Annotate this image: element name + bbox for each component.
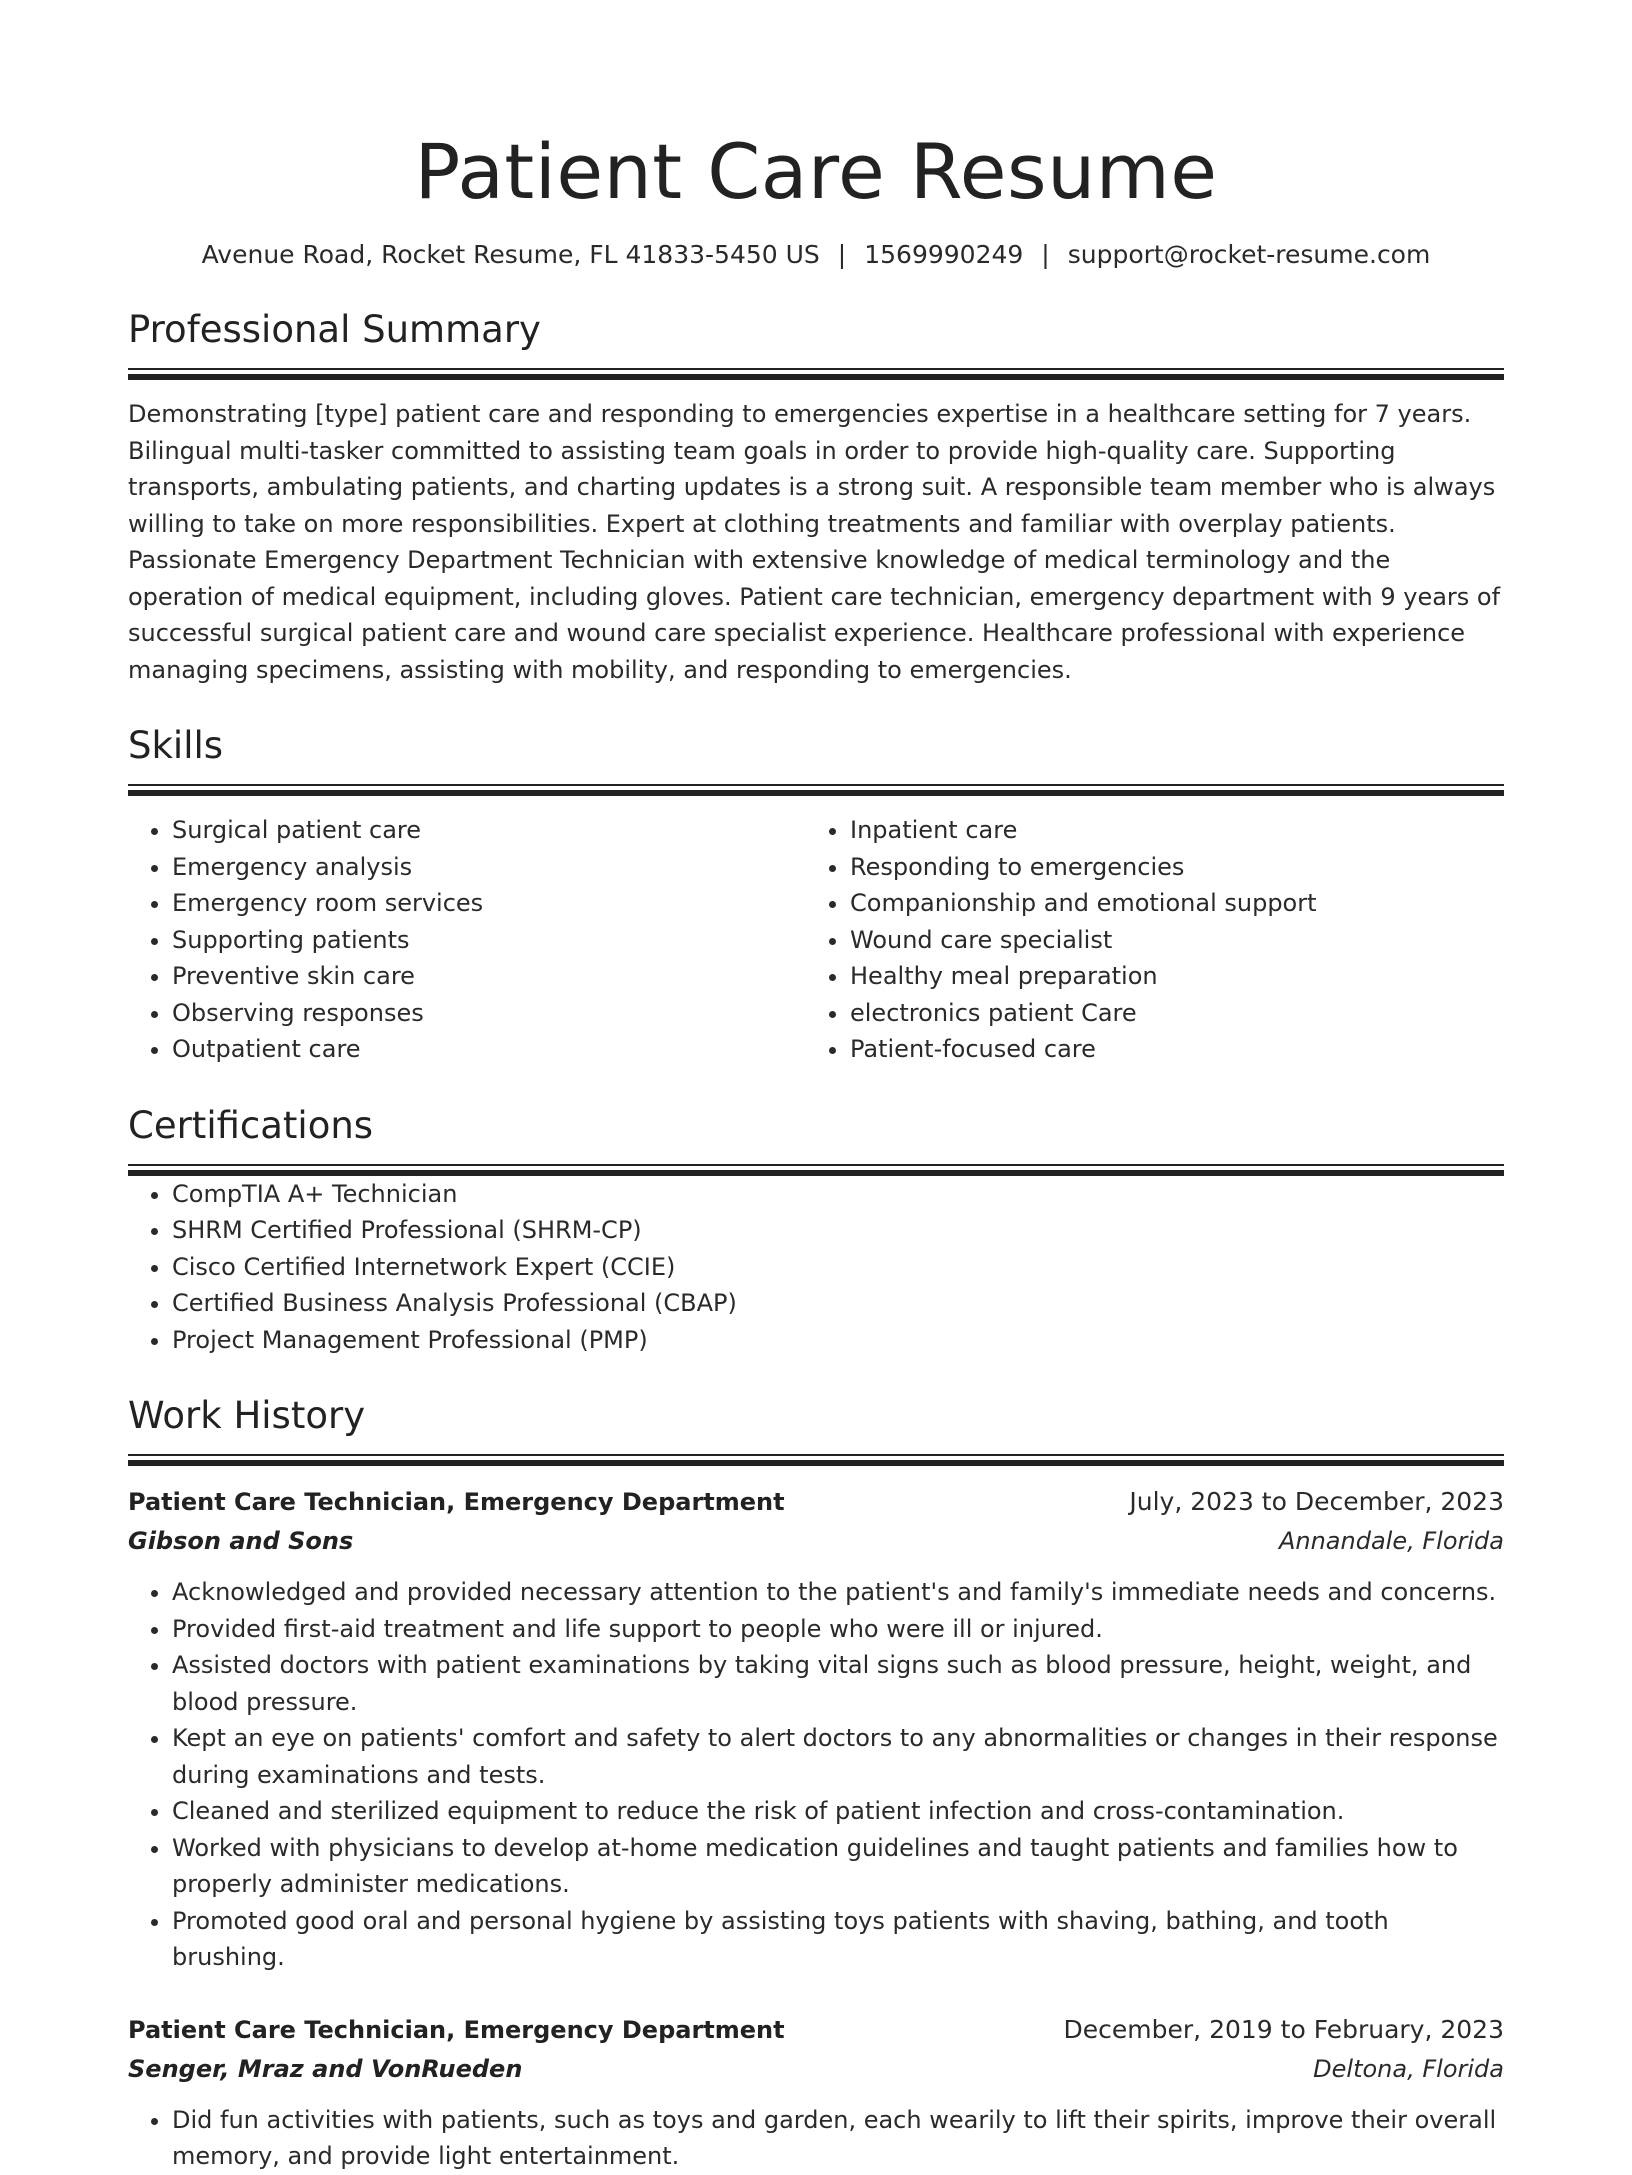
job-company: Senger, Mraz and VonRueden <box>128 2054 523 2083</box>
section-divider <box>128 1164 1504 1176</box>
skill-item: • Companionship and emotional support <box>850 885 1484 922</box>
contact-line <box>128 238 1504 272</box>
skill-item: • Inpatient care <box>850 812 1484 849</box>
skills-list-left <box>128 812 806 1068</box>
job-company: Gibson and Sons <box>128 1527 354 1555</box>
certification-item: • SHRM Certified Professional (SHRM-CP) <box>172 1212 1504 1249</box>
job-dates: July, 2023 to December, 2023 <box>1129 1487 1504 1516</box>
section-divider <box>128 784 1504 796</box>
job-duty-item: • Acknowledged and provided necessary attention to the patient's and family's immediate needs and concerns. <box>172 1574 1504 1611</box>
job-duty-item: • Promoted good oral and personal hygiene by assisting toys patients with shaving, bathing, and tooth brushing. <box>172 1903 1504 1976</box>
skills-list-right <box>806 812 1484 1068</box>
summary-text: Demonstrating [type] patient care and responding to emergencies expertise in a healthcare setting for 7 years. Bilingual multi-tasker committed to assisting team goals in order to provide high-quality care. Supporting transports, ambulating patients, and charting updates is a strong suit. A responsible team member who is always willing to take on more responsibilities. Expert at clothing treatments and familiar with overplay patients. Passionate Emergency Department Technician with extensive knowledge of medical terminology and the operation of medical equipment, including gloves. Patient care technician, emergency department with 9 years of successful surgical patient care and wound care specialist experience. Healthcare professional with experience managing specimens, assisting with mobility, and responding to emergencies. <box>128 400 1501 684</box>
section-divider <box>128 1454 1504 1466</box>
skill-item: • Supporting patients <box>172 922 806 959</box>
section-heading-skills: Skills <box>128 724 224 767</box>
contact-separator: | <box>837 240 847 269</box>
certification-item: • Project Management Professional (PMP) <box>172 1322 1504 1359</box>
job-employer-row <box>128 2050 1504 2088</box>
job-duty-item: • Provided first-aid treatment and life support to people who were ill or injured. <box>172 1611 1504 1648</box>
section-divider <box>128 368 1504 380</box>
certification-item: • CompTIA A+ Technician <box>172 1176 1504 1213</box>
resume-page <box>128 0 1504 2175</box>
contact-phone: 1569990249 <box>864 240 1024 269</box>
job-duty-item: • Cleaned and sterilized equipment to reduce the risk of patient infection and cross-contamination. <box>172 1793 1504 1830</box>
skill-item: • Preventive skin care <box>172 958 806 995</box>
skills-section <box>128 722 1504 1068</box>
skill-item: • Patient-focused care <box>850 1031 1484 1068</box>
section-heading-certifications: Certifications <box>128 1103 374 1147</box>
skills-grid <box>128 812 1504 1068</box>
skills-column-left <box>128 812 806 1068</box>
certification-item: • Certified Business Analysis Professional (CBAP) <box>172 1285 1504 1322</box>
job-duties-list <box>128 1574 1504 1976</box>
certifications-section <box>128 1102 1504 1359</box>
section-heading-summary: Professional Summary <box>128 308 541 351</box>
skill-item: • Emergency analysis <box>172 849 806 886</box>
job-entry <box>128 1482 1504 1976</box>
certification-item: • Cisco Certified Internetwork Expert (CCIE) <box>172 1249 1504 1286</box>
job-duty-item: • Worked with physicians to develop at-home medication guidelines and taught patients and families how to properly administer medications. <box>172 1830 1504 1903</box>
job-employer-row <box>128 1522 1504 1560</box>
job-dates: December, 2019 to February, 2023 <box>1063 2014 1504 2044</box>
job-location: Deltona, Florida <box>1313 2054 1504 2083</box>
job-title: Patient Care Technician, Emergency Department <box>128 2015 785 2044</box>
work-history-section <box>128 1392 1504 2175</box>
skill-item: • electronics patient Care <box>850 995 1484 1032</box>
summary-section <box>128 306 1504 688</box>
certifications-list <box>128 1176 1504 1359</box>
job-duties-list <box>128 2102 1504 2175</box>
skill-item: • Wound care specialist <box>850 922 1484 959</box>
job-duty-item: • Kept an eye on patients' comfort and safety to alert doctors to any abnormalities or changes in their response during examinations and tests. <box>172 1720 1504 1793</box>
resume-title: Patient Care Resume <box>414 127 1218 216</box>
section-heading-work-history: Work History <box>128 1394 366 1437</box>
job-entry <box>128 2010 1504 2175</box>
job-duty-item: • Assisted doctors with patient examinations by taking vital signs such as blood pressure, height, weight, and blood pressure. <box>172 1647 1504 1720</box>
job-duty-item: • Did fun activities with patients, such as toys and garden, each wearily to lift their spirits, improve their overall memory, and provide light entertainment. <box>172 2102 1504 2175</box>
job-title: Patient Care Technician, Emergency Department <box>128 1488 785 1516</box>
skill-item: • Responding to emergencies <box>850 849 1484 886</box>
skill-item: • Observing responses <box>172 995 806 1032</box>
contact-address: Avenue Road, Rocket Resume, FL 41833-5450 US <box>201 240 820 269</box>
job-location: Annandale, Florida <box>1278 1527 1504 1555</box>
skill-item: • Surgical patient care <box>172 812 806 849</box>
skills-column-right <box>806 812 1484 1068</box>
skill-item: • Outpatient care <box>172 1031 806 1068</box>
skill-item: • Healthy meal preparation <box>850 958 1484 995</box>
contact-email: support@rocket-resume.com <box>1067 240 1431 269</box>
skill-item: • Emergency room services <box>172 885 806 922</box>
contact-separator: | <box>1041 240 1050 269</box>
job-header-row <box>128 1482 1504 1522</box>
job-header-row <box>128 2010 1504 2050</box>
